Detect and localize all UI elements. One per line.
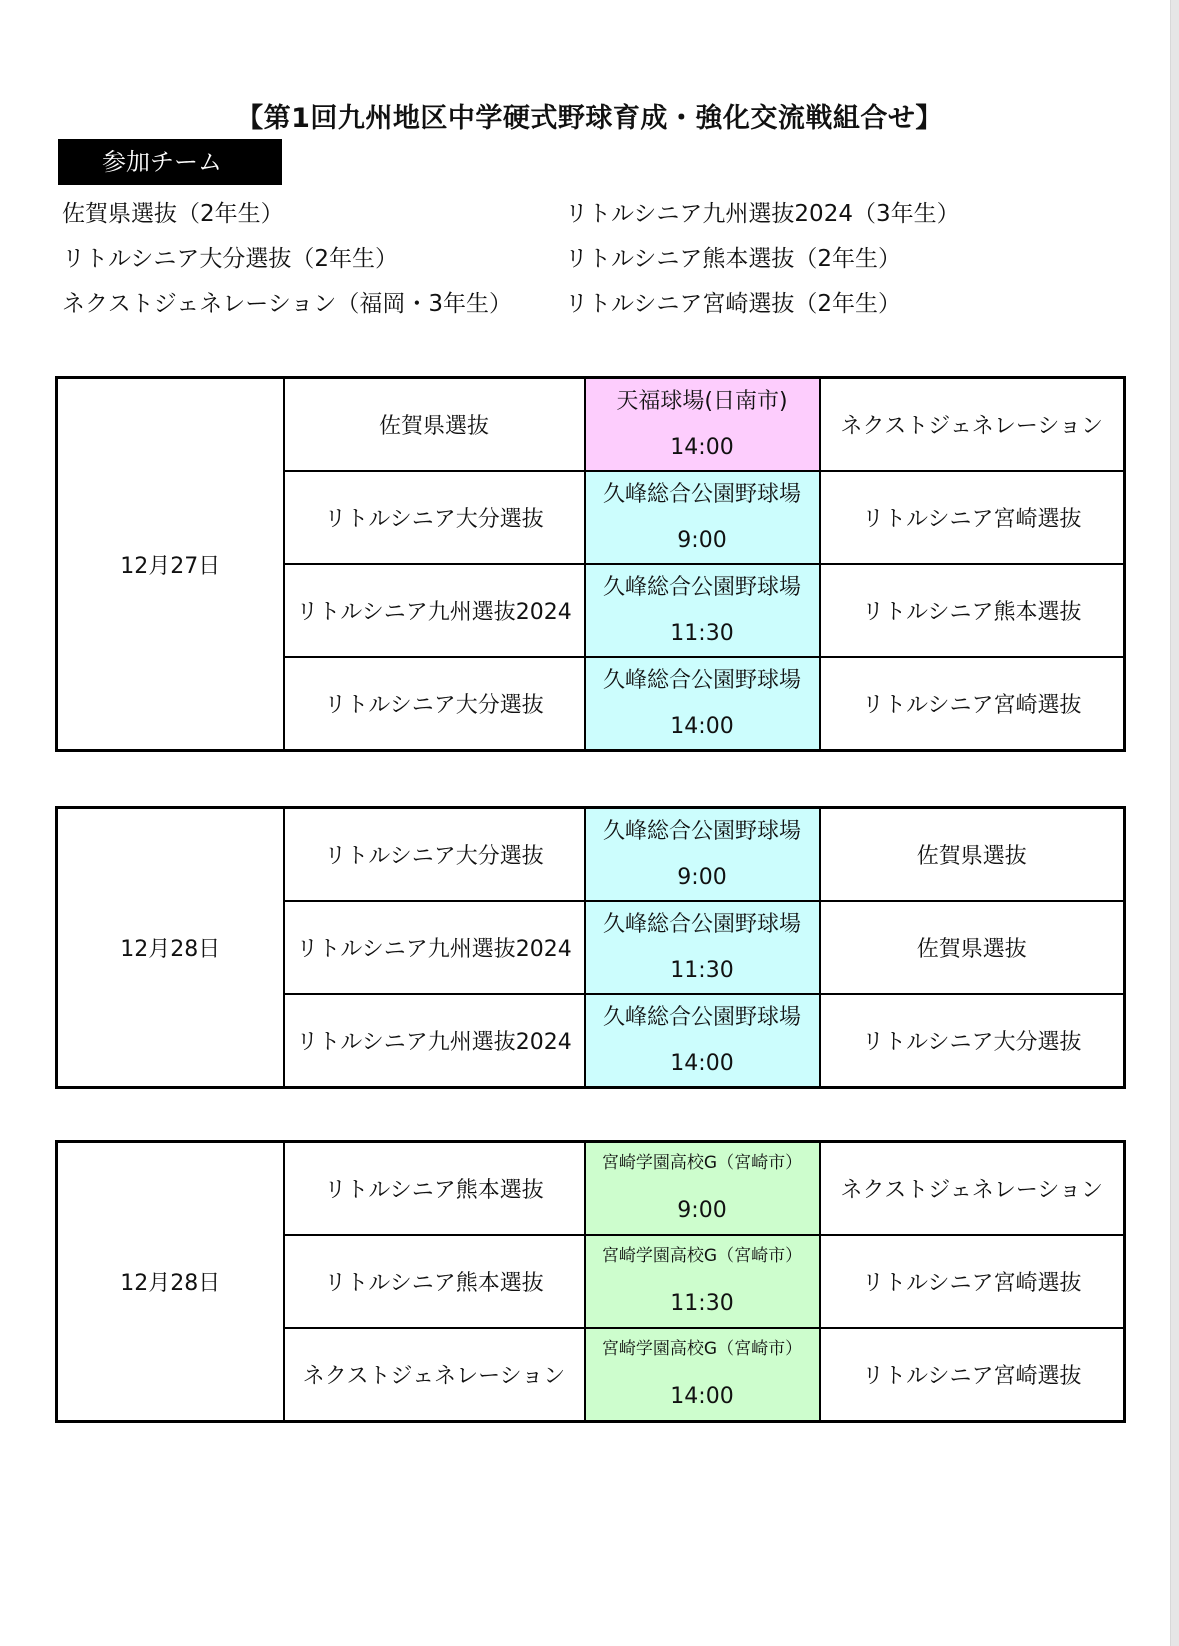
team-item: リトルシニア宮崎選抜（2年生）	[565, 291, 902, 317]
team-item: 佐賀県選抜（2年生）	[62, 201, 284, 227]
venue-cell	[585, 808, 820, 902]
venue-cell	[585, 471, 820, 564]
schedule-table-day3	[55, 1140, 1126, 1423]
game-time: 14:00	[670, 1050, 734, 1076]
venue-name: 天福球場(日南市)	[616, 388, 788, 414]
away-team: リトルシニア宮崎選抜	[820, 657, 1125, 751]
document-title: 【第1回九州地区中学硬式野球育成・強化交流戦組合せ】	[236, 103, 943, 134]
date-cell: 12月28日	[57, 808, 284, 1088]
home-team: リトルシニア大分選抜	[284, 808, 585, 902]
page-edge-shadow	[1170, 0, 1179, 1646]
home-team: リトルシニア九州選抜2024	[284, 901, 585, 994]
home-team: リトルシニア熊本選抜	[284, 1235, 585, 1328]
team-item: リトルシニア九州選抜2024（3年生）	[565, 201, 960, 227]
date-cell: 12月27日	[57, 378, 284, 751]
away-team: ネクストジェネレーション	[820, 378, 1125, 472]
home-team: リトルシニア熊本選抜	[284, 1142, 585, 1236]
game-time: 9:00	[677, 864, 727, 890]
venue-cell	[585, 1235, 820, 1328]
venue-name: 宮崎学園高校G（宮崎市）	[601, 1246, 803, 1266]
venue-cell	[585, 657, 820, 751]
schedule-table-day2	[55, 806, 1126, 1089]
home-team: リトルシニア大分選抜	[284, 657, 585, 751]
game-time: 11:30	[670, 620, 734, 646]
venue-cell	[585, 901, 820, 994]
venue-name: 久峰総合公園野球場	[602, 574, 801, 600]
venue-cell	[585, 378, 820, 472]
away-team: リトルシニア宮崎選抜	[820, 1328, 1125, 1422]
away-team: リトルシニア大分選抜	[820, 994, 1125, 1088]
venue-name: 久峰総合公園野球場	[602, 818, 801, 844]
game-time: 14:00	[670, 713, 734, 739]
venue-name: 久峰総合公園野球場	[602, 481, 801, 507]
away-team: ネクストジェネレーション	[820, 1142, 1125, 1236]
venue-cell	[585, 1142, 820, 1236]
home-team: リトルシニア九州選抜2024	[284, 564, 585, 657]
home-team: ネクストジェネレーション	[284, 1328, 585, 1422]
home-team: リトルシニア九州選抜2024	[284, 994, 585, 1088]
home-team: リトルシニア大分選抜	[284, 471, 585, 564]
game-time: 11:30	[670, 957, 734, 983]
team-item: リトルシニア大分選抜（2年生）	[62, 246, 399, 272]
team-item: ネクストジェネレーション（福岡・3年生）	[62, 291, 513, 317]
away-team: 佐賀県選抜	[820, 808, 1125, 902]
venue-cell	[585, 1328, 820, 1422]
table-row	[57, 378, 1125, 472]
venue-name: 宮崎学園高校G（宮崎市）	[601, 1339, 803, 1359]
game-time: 14:00	[670, 1384, 734, 1409]
venue-name: 久峰総合公園野球場	[602, 1004, 801, 1030]
away-team: リトルシニア宮崎選抜	[820, 471, 1125, 564]
venue-cell	[585, 994, 820, 1088]
venue-name: 久峰総合公園野球場	[602, 911, 801, 937]
away-team: 佐賀県選抜	[820, 901, 1125, 994]
schedule-table-day1	[55, 376, 1126, 752]
venue-name: 宮崎学園高校G（宮崎市）	[601, 1153, 803, 1173]
game-time: 9:00	[677, 1198, 727, 1223]
game-time: 11:30	[670, 1291, 734, 1316]
home-team: 佐賀県選抜	[284, 378, 585, 472]
participating-teams-label: 参加チーム	[58, 139, 282, 185]
team-item: リトルシニア熊本選抜（2年生）	[565, 246, 902, 272]
table-row	[57, 808, 1125, 902]
away-team: リトルシニア熊本選抜	[820, 564, 1125, 657]
venue-name: 久峰総合公園野球場	[602, 667, 801, 693]
venue-cell	[585, 564, 820, 657]
game-time: 14:00	[670, 434, 734, 460]
away-team: リトルシニア宮崎選抜	[820, 1235, 1125, 1328]
date-cell: 12月28日	[57, 1142, 284, 1422]
game-time: 9:00	[677, 527, 727, 553]
table-row	[57, 1142, 1125, 1236]
